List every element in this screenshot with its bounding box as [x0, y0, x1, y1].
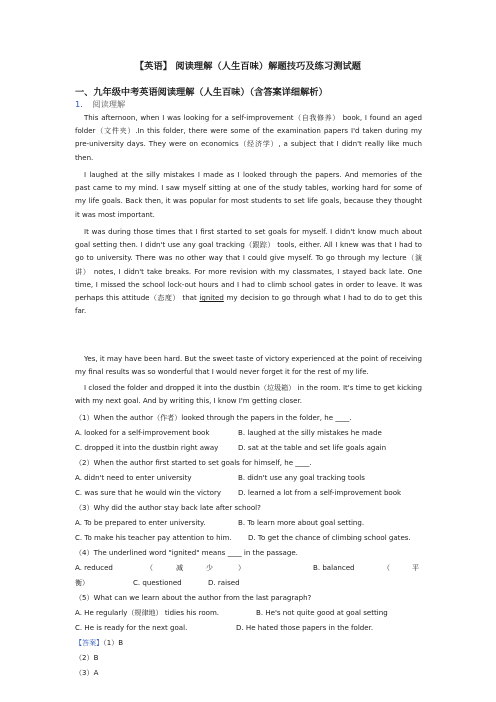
answer-1-text: （1）B	[103, 638, 124, 647]
passage-paragraph-5: I closed the folder and dropped it into the dustbin（垃圾箱） in the room. It's time to get kicking with my next goal. And by writing this, I know I'm getting closer.	[75, 383, 422, 406]
question-type: 阅读理解	[92, 99, 126, 109]
q4-option-d: D. raised	[208, 578, 240, 587]
passage-paragraph-4: Yes, it may have been hard. But the sweet taste of victory experienced at the point of receiving my final results was so wonderful that I would never forget it for the rest of my life.	[75, 354, 422, 377]
underlined-word: ignited	[199, 293, 224, 303]
q4-option-a-paren-close: ）	[238, 563, 246, 572]
q4-option-a-paren: （	[146, 563, 154, 572]
answer-2: （2）B	[75, 653, 99, 662]
passage-paragraph-1: This afternoon, when I was looking for a self-improvement（自我修养） book, I found an aged folder（文件夹）.In this folder, there were some of the examination papers I'd taken during my pre-university days. They were on economics（经济学）, a subject that I didn't really like much then.	[75, 113, 422, 162]
question-5-stem: （5）What can we learn about the author from the last paragraph?	[75, 593, 312, 602]
q1-option-c: C. dropped it into the dustbin right away	[75, 443, 219, 452]
q3-option-d: D. To get the chance of climbing school gates.	[248, 533, 411, 542]
paragraph-3-text-end: my decision to go through what I had to do to get this far.	[75, 293, 422, 316]
q2-option-a: A. didn't need to enter university	[75, 473, 192, 482]
document-title: 【英语】 阅读理解（人生百味）解题技巧及练习测试题	[134, 61, 362, 72]
q2-option-b: B. didn't use any goal tracking tools	[238, 473, 365, 482]
q3-option-c: C. To make his teacher pay attention to him.	[75, 533, 232, 542]
q5-option-c: C. He is ready for the next goal.	[75, 623, 188, 632]
question-label	[75, 99, 125, 110]
q5-option-d: D. He hated those papers in the folder.	[236, 623, 374, 632]
q1-option-b: B. laughed at the silly mistakes he made	[238, 428, 382, 437]
q3-option-b: B. To learn more about goal setting.	[238, 518, 365, 527]
answer-3: （3）A	[75, 668, 99, 677]
q1-option-a: A. looked for a self-improvement book	[75, 428, 210, 437]
q4-option-a-cn1: 减	[176, 563, 184, 572]
q2-option-d: D. learned a lot from a self-improvement book	[238, 488, 402, 497]
paragraph-3-text: It was during those times that I first started to set goals for myself. I didn't know much about goal setting then. I didn't use any goal tracking（跟踪） tools, either. All I knew was that I had to go to university. There was no other way that I could give myself. To go through my lecture（演讲） notes, I didn't take breaks. For more revision with my classmates, I stayed back late. One time, I missed the school lock-out hours and I had to climb school gates in order to leave. It was perhaps this attitude（态度） that	[75, 227, 422, 303]
q4-option-a-cn2: 少	[206, 563, 214, 572]
q4-option-b-cn: 平	[412, 563, 420, 572]
question-number: 1．	[75, 99, 89, 109]
q4-option-b: B. balanced	[313, 563, 355, 572]
question-2-stem: （2）When the author first started to set goals for himself, he ____.	[75, 458, 312, 467]
passage-paragraph-2: I laughed at the silly mistakes I made as I looked through the papers. And memories of the past came to my mind. I saw myself sitting at one of the study tables, working hard for some of my life goals. Back then, it was popular for most students to set life goals, because they thought it was most important.	[75, 170, 422, 219]
q1-option-d: D. sat at the table and set life goals again	[238, 443, 387, 452]
q4-option-b-paren: （	[383, 563, 391, 572]
q3-option-a: A. To be prepared to enter university.	[75, 518, 206, 527]
q5-option-b: B. He's not quite good at goal setting	[256, 608, 388, 617]
question-3-stem: （3）Why did the author stay back late after school?	[75, 503, 261, 512]
answer-1	[75, 638, 123, 648]
question-4-stem: （4）The underlined word "ignited" means ____ in the passage.	[75, 548, 298, 557]
question-1-stem: （1）When the author（作者）looked through the papers in the folder, he ____.	[75, 413, 352, 422]
section-title: 一、九年级中考英语阅读理解（人生百味）（含答案详细解析）	[75, 87, 328, 98]
q4-option-b-cont: 衡）	[75, 578, 90, 587]
answer-tag: 【答案】	[75, 638, 104, 647]
q2-option-c: C. was sure that he would win the victory	[75, 488, 222, 497]
q4-option-a: A. reduced	[75, 563, 113, 572]
passage-paragraph-3	[75, 225, 422, 317]
q5-option-a: A. He regularly（规律地） tidies his room.	[75, 608, 220, 617]
q4-option-c: C. questioned	[133, 578, 182, 587]
